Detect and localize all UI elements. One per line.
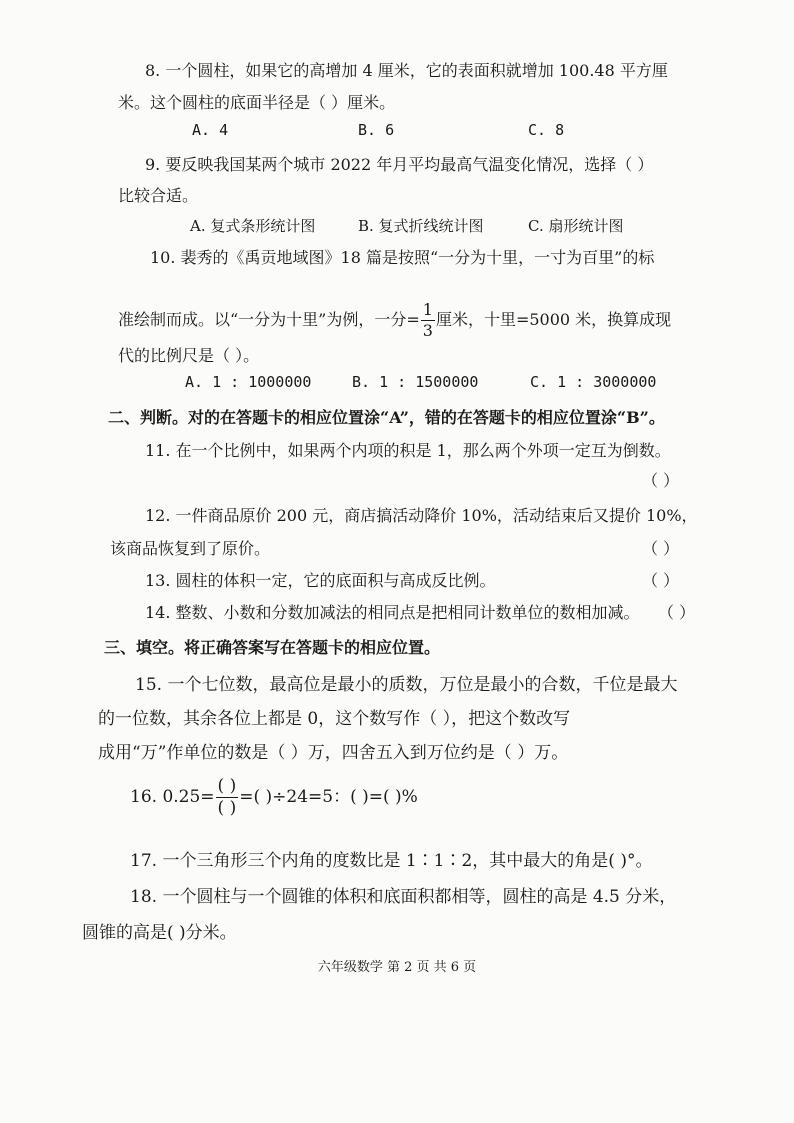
- q14-answer-blank: （ ）: [658, 603, 696, 622]
- q8-option-b: B. 6: [358, 121, 395, 139]
- q13-line1: 13. 圆柱的体积一定，它的底面积与高成反比例。: [145, 571, 496, 590]
- q16-fraction-denominator: ( ): [217, 798, 237, 818]
- q16-post: =( )÷24=5：( )=( )%: [239, 787, 418, 807]
- q9-option-b: B. 复式折线统计图: [358, 217, 484, 235]
- q11-answer-blank: （ ）: [642, 471, 680, 490]
- q11-line1: 11. 在一个比例中，如果两个内项的积是 1，那么两个外项一定互为倒数。: [145, 441, 671, 460]
- q13-answer-blank: （ ）: [642, 571, 680, 590]
- q8-line2: 米。这个圆柱的底面半径是（ ）厘米。: [118, 93, 396, 112]
- q9-option-a: A. 复式条形统计图: [190, 217, 316, 235]
- q18-line1: 18. 一个圆柱与一个圆锥的体积和底面积都相等，圆柱的高是 4.5 分米，: [130, 887, 677, 907]
- q10-line2-post: 厘米，十里=5000 米，换算成现: [435, 310, 672, 329]
- q12-line2: 该商品恢复到了原价。: [110, 539, 271, 558]
- q16-line: [130, 778, 418, 817]
- section3-heading: 三、填空。将正确答案写在答题卡的相应位置。: [104, 638, 441, 657]
- q9-line2: 比较合适。: [118, 186, 199, 205]
- q14-line1: 14. 整数、小数和分数加减法的相同点是把相同计数单位的数相加减。: [145, 603, 640, 622]
- q12-answer-blank: （ ）: [642, 539, 680, 558]
- q15-line3: 成用“万”作单位的数是（ ）万，四舍五入到万位约是（ ）万。: [98, 743, 569, 763]
- q10-line2: [118, 302, 671, 339]
- q17-line1: 17. 一个三角形三个内角的度数比是 1∶1∶2，其中最大的角是( )°。: [130, 851, 653, 871]
- q9-option-c: C. 扇形统计图: [528, 217, 624, 235]
- section2-heading: 二、判断。对的在答题卡的相应位置涂“A”，错的在答题卡的相应位置涂“B”。: [108, 408, 665, 427]
- q15-line2: 的一位数，其余各位上都是 0，这个数写作（ ），把这个数改写: [98, 709, 571, 729]
- q10-option-c: C. 1 : 3000000: [530, 373, 657, 391]
- q8-option-a: A. 4: [192, 121, 229, 139]
- q9-line1: 9. 要反映我国某两个城市 2022 年月平均最高气温变化情况，选择（ ）: [145, 155, 654, 174]
- q10-option-b: B. 1 : 1500000: [352, 373, 479, 391]
- q10-option-a: A. 1 : 1000000: [185, 373, 312, 391]
- fraction-numerator: 1: [422, 300, 433, 319]
- q10-line1: 10. 裴秀的《禹贡地域图》18 篇是按照“一分为十里，一寸为百里”的标: [150, 248, 655, 267]
- q16-fraction: [216, 778, 239, 817]
- q8-line1: 8. 一个圆柱，如果它的高增加 4 厘米，它的表面积就增加 100.48 平方厘: [145, 61, 668, 80]
- q10-line2-pre: 准绘制而成。以“一分为十里”为例，一分=: [118, 310, 420, 329]
- q10-line3: 代的比例尺是（ ）。: [118, 346, 260, 365]
- q8-option-c: C. 8: [528, 121, 565, 139]
- q16-fraction-numerator: ( ): [217, 776, 237, 796]
- q12-line1: 12. 一件商品原价 200 元，商店搞活动降价 10%，活动结束后又提价 10%，: [145, 506, 698, 525]
- fraction-denominator: 3: [422, 321, 433, 340]
- one-third-fraction: [421, 302, 435, 339]
- q15-line1: 15. 一个七位数，最高位是最小的质数，万位是最小的合数，千位是最大: [135, 675, 678, 695]
- q16-pre: 16. 0.25=: [130, 787, 215, 807]
- q18-line2: 圆锥的高是( )分米。: [82, 923, 237, 943]
- page-footer: 六年级数学 第 2 页 共 6 页: [317, 960, 477, 975]
